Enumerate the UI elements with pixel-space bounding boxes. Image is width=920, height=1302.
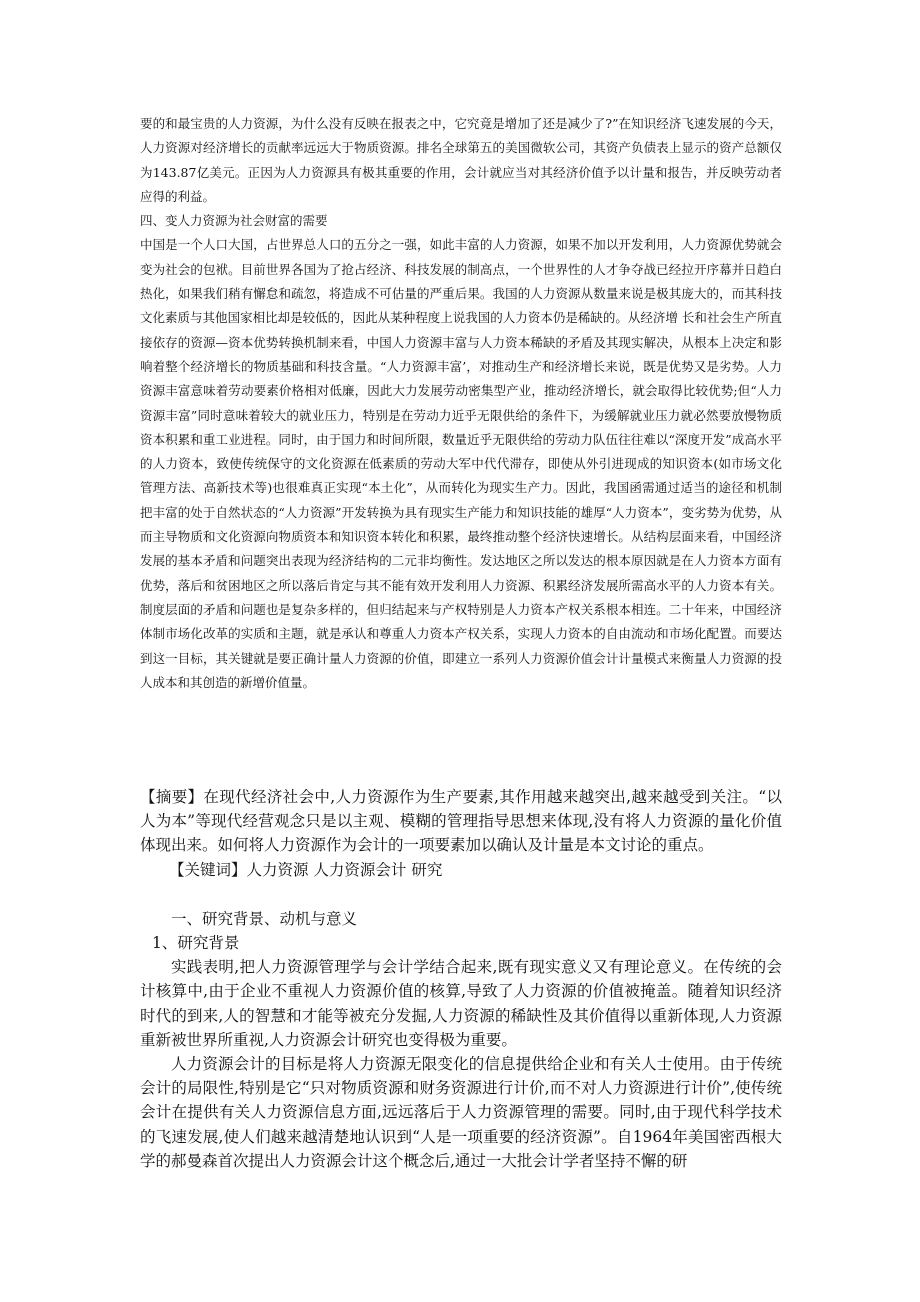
body-paragraph-1: 实践表明,把人力资源管理学与会计学结合起来,既有现实意义又有理论意义。在传统的会计核算中,由于企业不重视人力资源价值的核算,导致了人力资源的价值被掩盖。随着知识经济时代的到来,人的智慧和才能等被充分发掘,人力资源的稀缺性及其价值得以重新体现,人力资源重新被世界所重视,人力资源会计研究也变得极为重要。 bbox=[140, 958, 782, 1049]
keywords-line: 【关键词】人力资源 人力资源会计 研究 bbox=[169, 860, 443, 879]
abstract-text: 在现代经济社会中,人力资源作为生产要素,其作用越来越突出,越来越受到关注。“以人为本”等现代经营观念只是以主观、模糊的管理指导思想来体现,没有将人力资源的量化价值体现出来。如何将人力资源作为会计的一项要素加以确认及计量是本文讨论的重点。 bbox=[140, 788, 782, 855]
article-continued-section bbox=[140, 112, 782, 695]
section-heading-4: 四、变人力资源为社会财富的需要 bbox=[140, 213, 328, 229]
spacer bbox=[140, 882, 782, 907]
abstract-label: 【摘要】 bbox=[140, 788, 204, 806]
body-paragraph-2: 人力资源会计的目标是将人力资源无限变化的信息提供给企业和有关人士使用。由于传统会计的局限性,特别是它“只对物质资源和财务资源进行计价,而不对人力资源进行计价”,使传统会计在提供有关人力资源信息方面,远远落后于人力资源管理的需要。同时,由于现代科学技术的飞速发展,使人们越来越清楚地认识到“人是一项重要的经济资源”。自1964年美国密西根大学的郝曼森首次提出人力资源会计这个概念后,通过一大批会计学者坚持不懈的研 bbox=[140, 1055, 782, 1170]
article-abstract-section bbox=[140, 785, 782, 1173]
abstract-paragraph bbox=[140, 785, 782, 858]
section-heading-1: 一、研究背景、动机与意义 bbox=[171, 909, 358, 928]
continued-paragraph: 要的和最宝贵的人力资源，为什么没有反映在报表之中，它究竟是增加了还是减少了?”在知识经济飞速发展的今天，人力资源对经济增长的贡献率远远大于物质资源。排名全球第五的美国微软公司，其资产负债表上显示的资产总额仅为143.87亿美元。正因为人力资源具有极其重要的作用，会计就应当对其经济价值予以计量和报告，并反映劳动者应得的利益。 bbox=[140, 116, 782, 204]
body-paragraph: 中国是一个人口大国，占世界总人口的五分之一强，如此丰富的人力资源，如果不加以开发利用，人力资源优势就会变为社会的包袱。目前世界各国为了抢占经济、科技发展的制高点，一个世界性的人才争夺战已经拉开序幕并日趋白热化，如果我们稍有懈怠和疏忽，将造成不可估量的严重后果。我国的人力资源从数量来说是极其庞大的，而其科技文化素质与其他国家相比却是较低的，因此从某种程度上说我国的人力资本仍是稀缺的。从经济增 长和社会生产所直接依存的资源—资本优势转换机制来看，中国人力资源丰富与人力资本稀缺的矛盾及其现实解决，从根本上决定和影响着整个经济增长的物质基础和科技含量。“人力资源丰富’，对推动生产和经济增长来说，既是优势又是劣势。人力资源丰富意味着劳动要素价格相对低廉，因此大力发展劳动密集型产业，推动经济增长，就会取得比较优势;但“人力资源丰富”同时意味着较大的就业压力，特别是在劳动力近乎无限供给的条件下，为缓解就业压力就必然要放慢物质资本积累和重工业进程。同时，由于国力和时间所限，数量近乎无限供给的劳动力队伍往往难以“深度开发”成高水平的人力资本，致使传统保守的文化资源在低素质的劳动大军中代代滞存，即使从外引进现成的知识资本(如市场文化管理方法、高新技术等)也很难真正实现“本土化”，从而转化为现实生产力。因此，我国函需通过适当的途径和机制把丰富的处于自然状态的“人力资源”开发转换为具有现实生产能力和知识技能的雄厚“人力资本”，变劣势为优势，从而主导物质和文化资源向物质资本和知识资本转化和积累，最终推动整个经济快速增长。从结构层面来看，中国经济发展的基本矛盾和问题突出表现为经济结构的二元非均衡性。发达地区之所以发达的根本原因就是在人力资本方面有优势，落后和贫困地区之所以落后肯定与其不能有效开发利用人力资源、积累经济发展所需高水平的人力资本有关。制度层面的矛盾和问题也是复杂多样的，但归结起来与产权特别是人力资本产权关系根本相连。二十年来，中国经济体制市场化改革的实质和主题，就是承认和尊重人力资本产权关系，实现人力资本的自由流动和市场化配置。而要达到这一目标，其关键就是要正确计量人力资源的价值，即建立一系列人力资源价值会计计量模式来衡量人力资源的投人成本和其创造的新增价值量。 bbox=[140, 237, 782, 690]
subsection-heading-1-1: 1、研究背景 bbox=[152, 934, 240, 953]
